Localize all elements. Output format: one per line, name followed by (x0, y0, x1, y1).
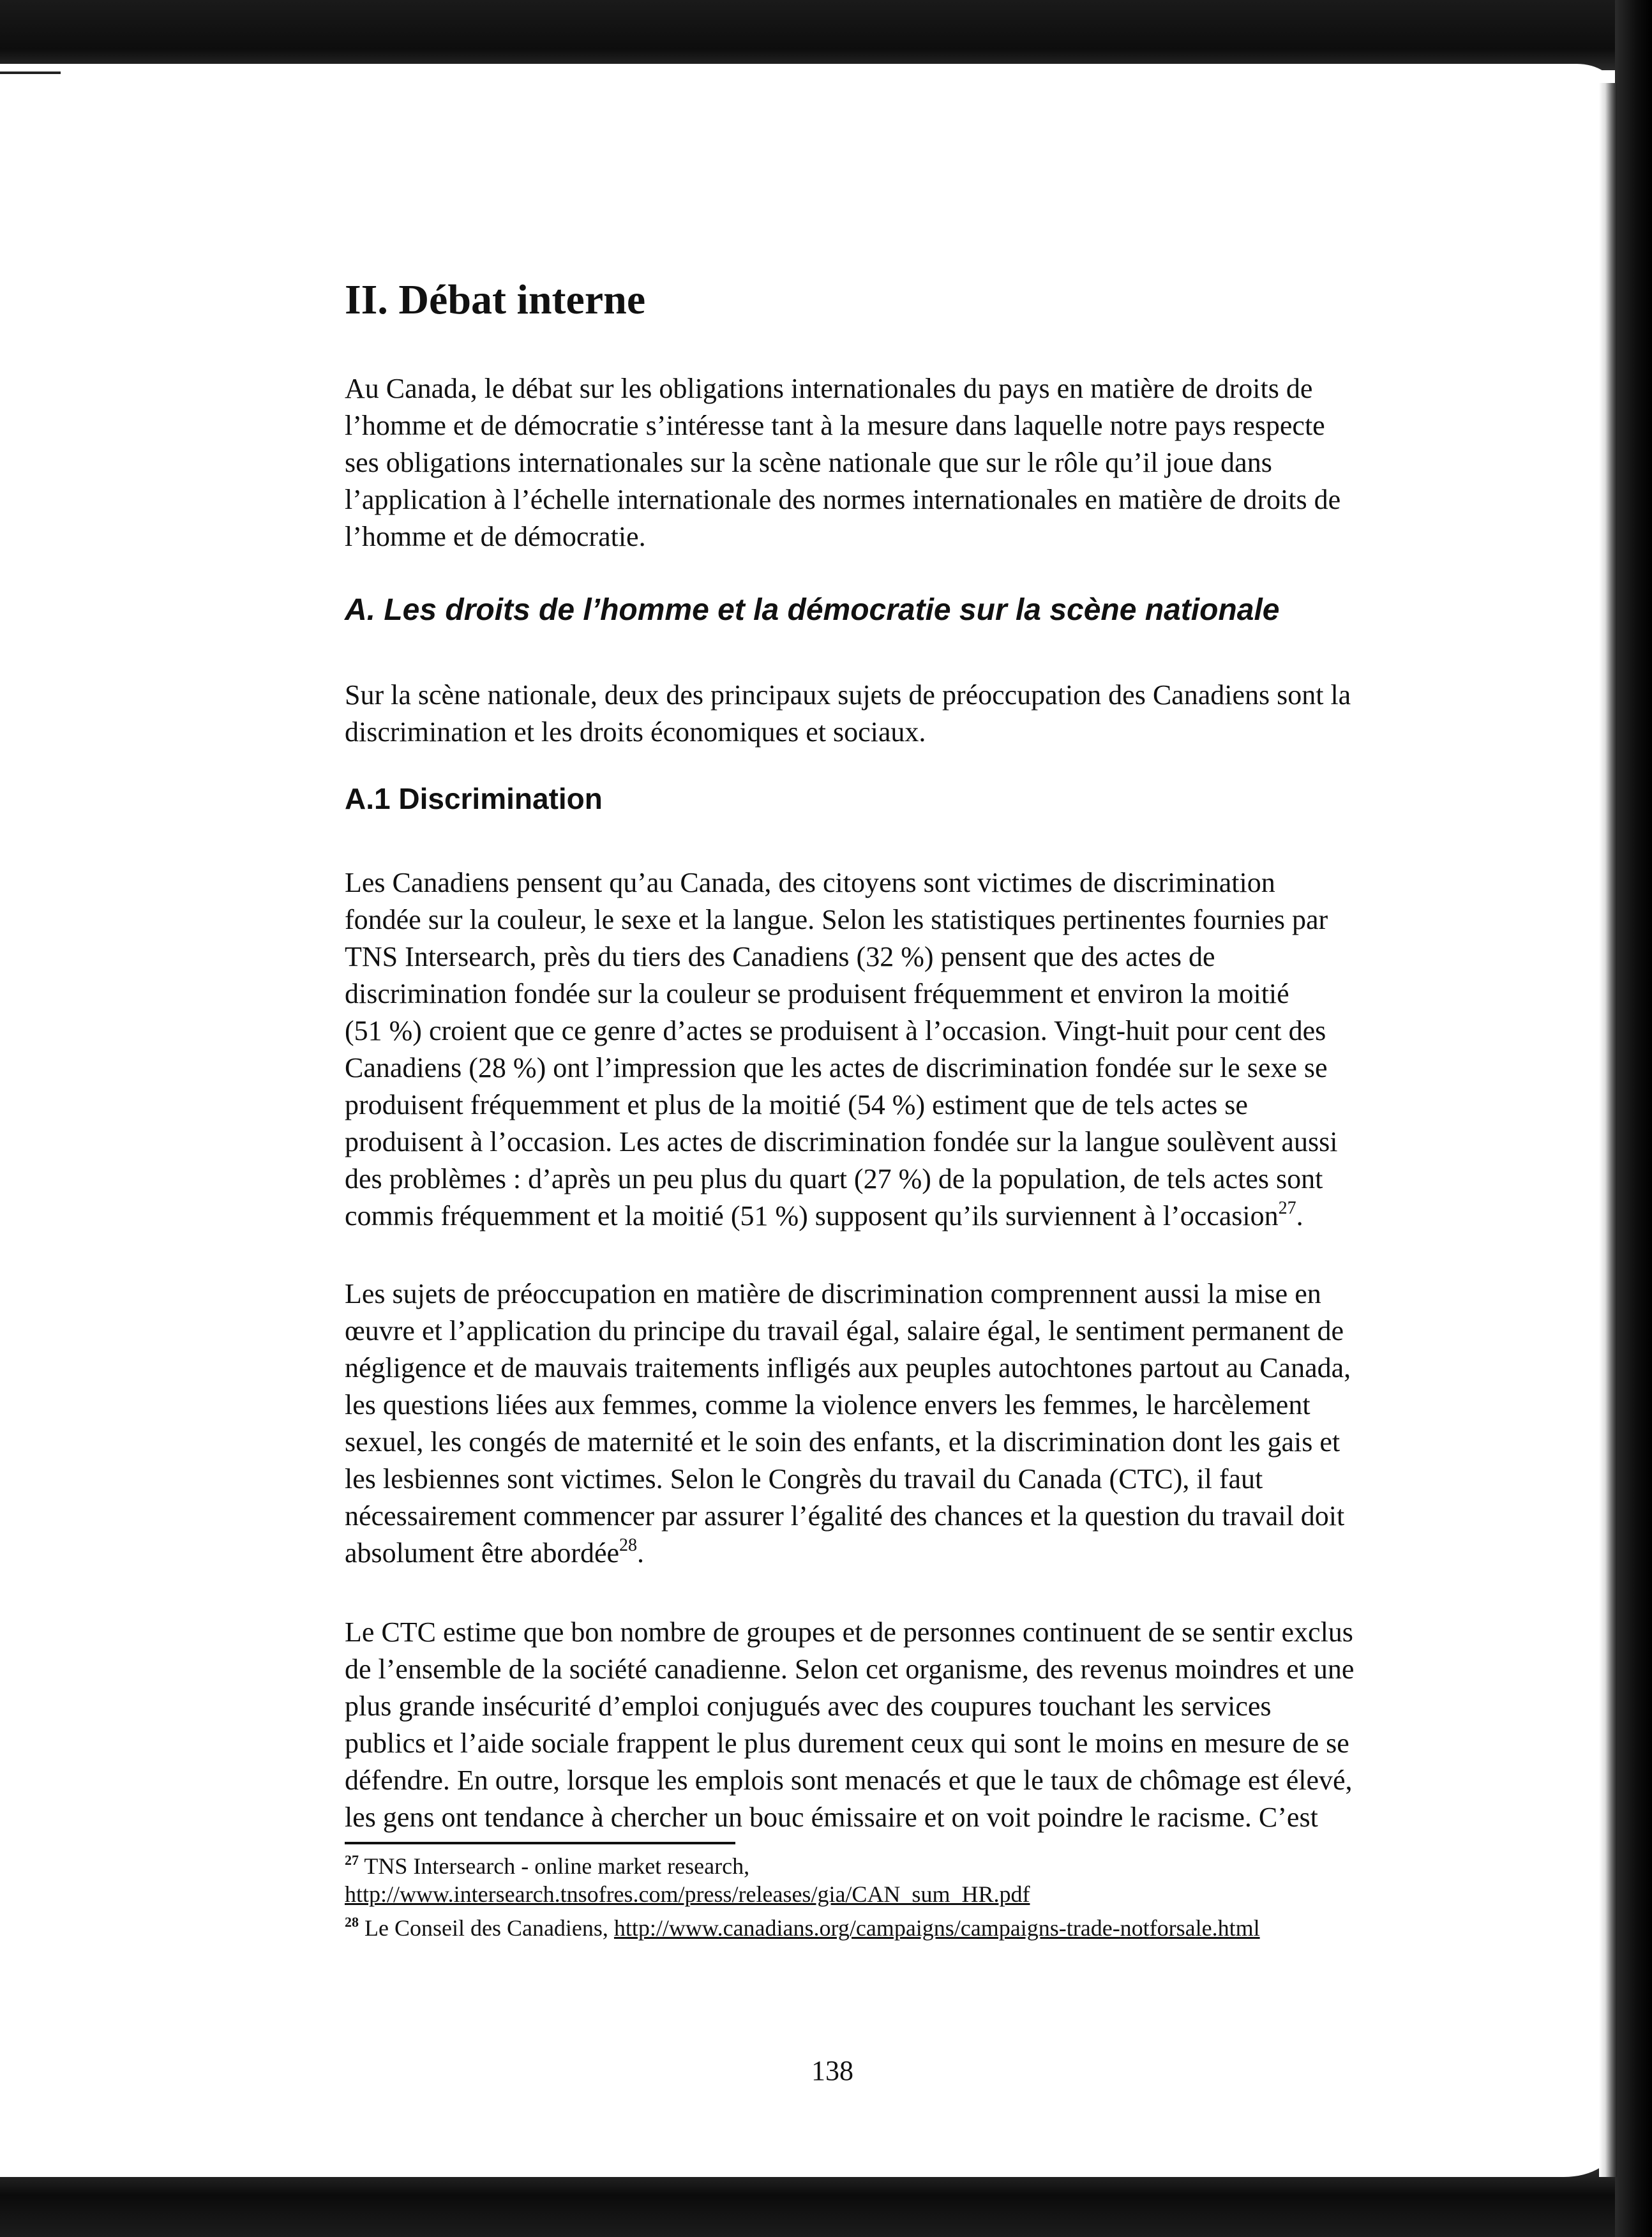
para2-line: sexuel, les congés de maternité et le soin des enfants, et la discrimination dont les gais et (345, 1426, 1340, 1457)
para1-line: discrimination fondée sur la couleur se produisent fréquemment et environ la moitié (345, 978, 1289, 1009)
page-top-curl (0, 64, 1615, 89)
para2-last-text: absolument être abordée (345, 1537, 620, 1569)
footnote-ref-27[interactable]: 27 (1278, 1198, 1296, 1218)
para1-line: Les Canadiens pensent qu’au Canada, des citoyens sont victimes de discrimination (345, 867, 1275, 898)
intro-line: ses obligations internationales sur la scène nationale que sur le rôle qu’il joue dans (345, 447, 1272, 478)
para3-line: les gens ont tendance à chercher un bouc émissaire et on voit poindre le racisme. C’est (345, 1802, 1318, 1833)
footnote-27-text: TNS Intersearch - online market research, (364, 1853, 750, 1879)
section-a-intro-line: discrimination et les droits économiques et sociaux. (345, 716, 926, 748)
para1-line: Canadiens (28 %) ont l’impression que les actes de discrimination fondée sur le sexe se (345, 1052, 1328, 1083)
para3-line: Le CTC estime que bon nombre de groupes et de personnes continuent de se sentir exclus (345, 1616, 1353, 1648)
section-a-heading: A. Les droits de l’homme et la démocratie sur la scène nationale (345, 593, 1280, 627)
para2-line: œuvre et l’application du principe du travail égal, salaire égal, le sentiment permanent de (345, 1315, 1344, 1346)
para2-line: Les sujets de préoccupation en matière de discrimination comprennent aussi la mise en (345, 1278, 1321, 1309)
para1-line: des problèmes : d’après un peu plus du quart (27 %) de la population, de tels actes sont (345, 1163, 1323, 1194)
page-number: 138 (811, 2055, 853, 2086)
page-bottom-curl (0, 2145, 1615, 2177)
footnote-28 (345, 1908, 1558, 1942)
intro-paragraph (345, 370, 1522, 555)
para1-line: produisent fréquemment et plus de la moitié (54 %) estiment que de tels actes se (345, 1089, 1248, 1120)
footnote-27-url-line (345, 1880, 1558, 1908)
intro-line: l’homme et de démocratie. (345, 521, 646, 552)
para3-line: publics et l’aide sociale frappent le plus durement ceux qui sont le moins en mesure de se (345, 1728, 1349, 1759)
section-a-intro-line: Sur la scène nationale, deux des principaux sujets de préoccupation des Canadiens sont la (345, 679, 1351, 711)
page-right-shadow (1599, 83, 1617, 2177)
footnote-27-number: 27 (345, 1852, 359, 1868)
intro-line: Au Canada, le débat sur les obligations internationales du pays en matière de droits de (345, 373, 1313, 404)
footnote-28-text: Le Conseil des Canadiens, (364, 1915, 614, 1941)
intro-line: l’homme et de démocratie s’intéresse tant à la mesure dans laquelle notre pays respecte (345, 410, 1325, 441)
footnote-28-link[interactable]: http://www.canadians.org/campaigns/campaigns-trade-notforsale.html (613, 1915, 1260, 1941)
intro-line: l’application à l’échelle internationale des normes internationales en matière de droits de (345, 484, 1341, 515)
footnote-27 (345, 1846, 1558, 1880)
scan-right-edge (1615, 0, 1652, 2237)
footnote-28-number: 28 (345, 1914, 359, 1930)
scan-top-edge (0, 0, 1652, 70)
para2-line: les questions liées aux femmes, comme la violence envers les femmes, le harcèlement (345, 1389, 1310, 1420)
para2-line: les lesbiennes sont victimes. Selon le Congrès du travail du Canada (CTC), il faut (345, 1463, 1263, 1495)
scan-tick-mark (0, 72, 61, 74)
chapter-title: II. Débat interne (345, 276, 646, 323)
discrimination-paragraph-2 (345, 1276, 1522, 1572)
subsection-heading: A.1 Discrimination (345, 782, 603, 815)
para3-line: de l’ensemble de la société canadienne. Selon cet organisme, des revenus moindres et une (345, 1653, 1355, 1685)
discrimination-paragraph-1 (345, 864, 1522, 1235)
para1-line: commis fréquemment et la moitié (51 %) supposent qu’ils surviennent à l’occasion$^{27}$. (345, 1198, 1303, 1231)
scan-bottom-edge (0, 2167, 1652, 2237)
section-a-intro (345, 677, 1522, 751)
para1-line: (51 %) croient que ce genre d’actes se produisent à l’occasion. Vingt-huit pour cent des (345, 1015, 1326, 1046)
para2-line: nécessairement commencer par assurer l’égalité des chances et la question du travail doit (345, 1500, 1345, 1532)
para3-line: défendre. En outre, lorsque les emplois sont menacés et que le taux de chômage est élevé, (345, 1765, 1353, 1796)
footnote-27-link[interactable]: http://www.intersearch.tnsofres.com/press/releases/gia/CAN_sum_HR.pdf (345, 1881, 1030, 1907)
para1-line: produisent à l’occasion. Les actes de discrimination fondée sur la langue soulèvent aussi (345, 1126, 1338, 1157)
para1-line: TNS Intersearch, près du tiers des Canadiens (32 %) pensent que des actes de (345, 941, 1215, 972)
footnotes (345, 1846, 1558, 1942)
footnote-ref-28[interactable]: 28 (619, 1535, 638, 1555)
para1-last-text: commis fréquemment et la moitié (51 %) supposent qu’ils surviennent à l’occasion (345, 1200, 1279, 1231)
footnote-divider (345, 1842, 735, 1844)
para2-line: absolument être abordée$^{28}$. (345, 1535, 645, 1569)
para3-line: plus grande insécurité d’emploi conjugués avec des coupures touchant les services (345, 1691, 1272, 1722)
ctc-paragraph (345, 1614, 1522, 1836)
para1-line: fondée sur la couleur, le sexe et la langue. Selon les statistiques pertinentes fournies par (345, 904, 1328, 935)
para2-line: négligence et de mauvais traitements infligés aux peuples autochtones partout au Canada, (345, 1352, 1351, 1383)
